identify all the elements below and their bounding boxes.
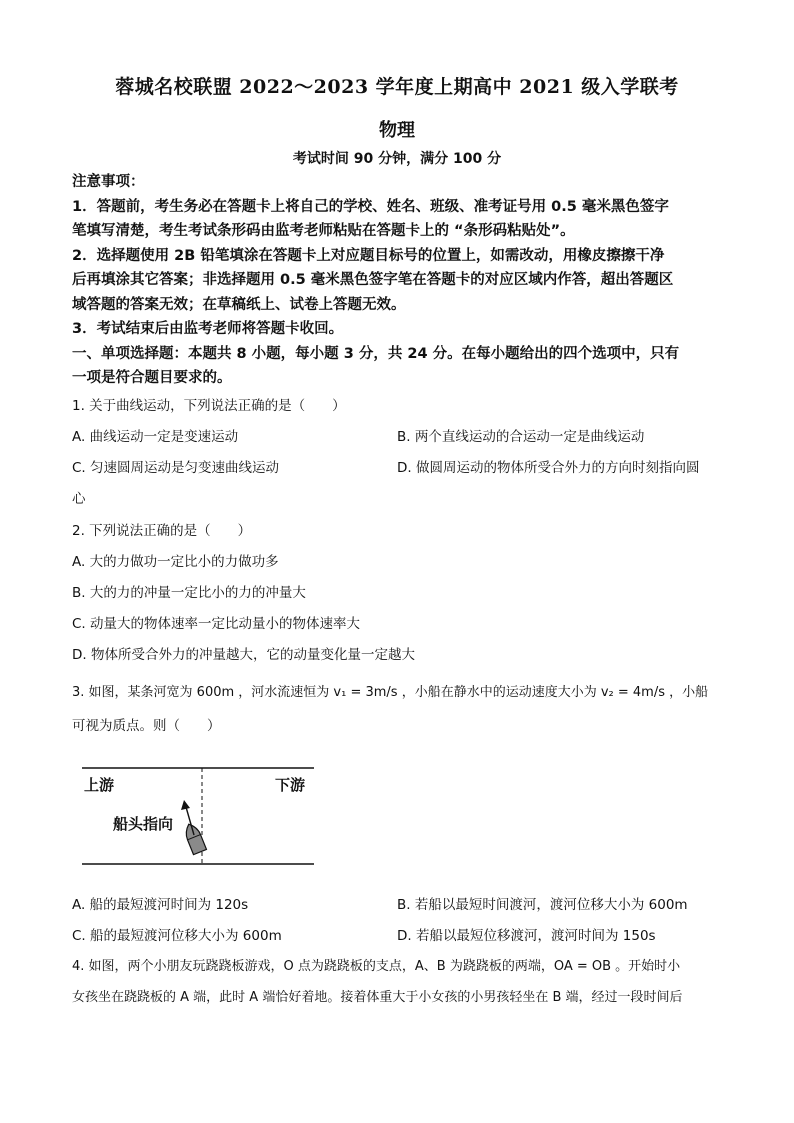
river-diagram <box>82 762 318 868</box>
q3-stem-line-2: 可视为质点。则（ ） <box>72 718 221 734</box>
section-1-heading-line-2: 一项是符合题目要求的。 <box>72 370 232 386</box>
downstream-label: 下游 <box>275 776 306 794</box>
boat-icon <box>182 822 206 855</box>
section-1-heading-line-1: 一、单项选择题：本题共 8 小题，每小题 3 分，共 24 分。在每小题给出的四个选项中，只有 <box>72 345 680 362</box>
q2-stem: 2. 下列说法正确的是（ ） <box>72 523 252 539</box>
q2-option-b: B. 大的力的冲量一定比小的力的冲量大 <box>72 585 306 601</box>
q1-option-b: B. 两个直线运动的合运动一定是曲线运动 <box>397 429 645 445</box>
subject-title: 物理 <box>379 120 415 141</box>
q2-option-c: C. 动量大的物体速率一定比动量小的物体速率大 <box>72 616 361 632</box>
q3-stem-line-1: 3. 如图，某条河宽为 600m ，河水流速恒为 v₁ = 3m/s ，小船在静水中的运动速度大小为 v₂ = 4m/s ，小船 <box>72 685 709 700</box>
q3-option-c: C. 船的最短渡河位移大小为 600m <box>72 928 282 944</box>
q2-option-a: A. 大的力做功一定比小的力做功多 <box>72 554 279 570</box>
q4-line-2: 女孩坐在跷跷板的 A 端，此时 A 端恰好着地。接着体重大于小女孩的小男孩轻坐在 B 端，经过一段时间后 <box>72 990 683 1005</box>
notice-heading: 注意事项： <box>72 174 145 190</box>
notice-block <box>72 170 727 391</box>
notice-item-2-line-1: 2．选择题使用 2B 铅笔填涂在答题卡上对应题目标号的位置上，如需改动，用橡皮擦擦干净 <box>72 247 665 264</box>
notice-item-1-line-1: 1．答题前，考生务必在答题卡上将自己的学校、姓名、班级、准考证号用 0.5 毫米黑色签字 <box>72 198 669 215</box>
exam-time: 考试时间 90 分钟，满分 100 分 <box>292 151 502 167</box>
notice-item-2-line-2: 后再填涂其它答案；非选择题用 0.5 毫米黑色签字笔在答题卡的对应区域内作答，超出答题区 <box>72 272 674 288</box>
notice-item-1-line-2: 笔填写清楚，考生考试条形码由监考老师粘贴在答题卡上的 “条形码粘贴处”。 <box>72 223 575 239</box>
notice-item-2-line-3: 域答题的答案无效；在草稿纸上、试卷上答题无效。 <box>72 296 406 313</box>
q1-option-d: D. 做圆周运动的物体所受合外力的方向时刻指向圆 <box>397 460 700 476</box>
q3-option-a: A. 船的最短渡河时间为 120s <box>72 897 249 913</box>
q3-option-d: D. 若船以最短位移渡河，渡河时间为 150s <box>397 928 656 944</box>
q1-option-c: C. 匀速圆周运动是匀变速曲线运动 <box>72 460 280 476</box>
q1-stem: 1. 关于曲线运动，下列说法正确的是（ ） <box>72 398 346 414</box>
q3-option-b: B. 若船以最短时间渡河，渡河位移大小为 600m <box>397 897 688 913</box>
bow-direction-label: 船头指向 <box>113 815 174 833</box>
upstream-label: 上游 <box>84 776 115 794</box>
q1-option-d-continued: 心 <box>72 491 86 507</box>
q4-line-1: 4. 如图，两个小朋友玩跷跷板游戏，O 点为跷跷板的支点，A、B 为跷跷板的两端，OA = OB 。开始时小 <box>72 959 681 974</box>
exam-title: 蓉城名校联盟 2022～2023 学年度上期高中 2021 级入学联考 <box>115 76 679 98</box>
notice-item-3: 3．考试结束后由监考老师将答题卡收回。 <box>72 321 344 337</box>
q2-option-d: D. 物体所受合外力的冲量越大，它的动量变化量一定越大 <box>72 647 415 663</box>
q1-option-a: A. 曲线运动一定是变速运动 <box>72 429 239 445</box>
